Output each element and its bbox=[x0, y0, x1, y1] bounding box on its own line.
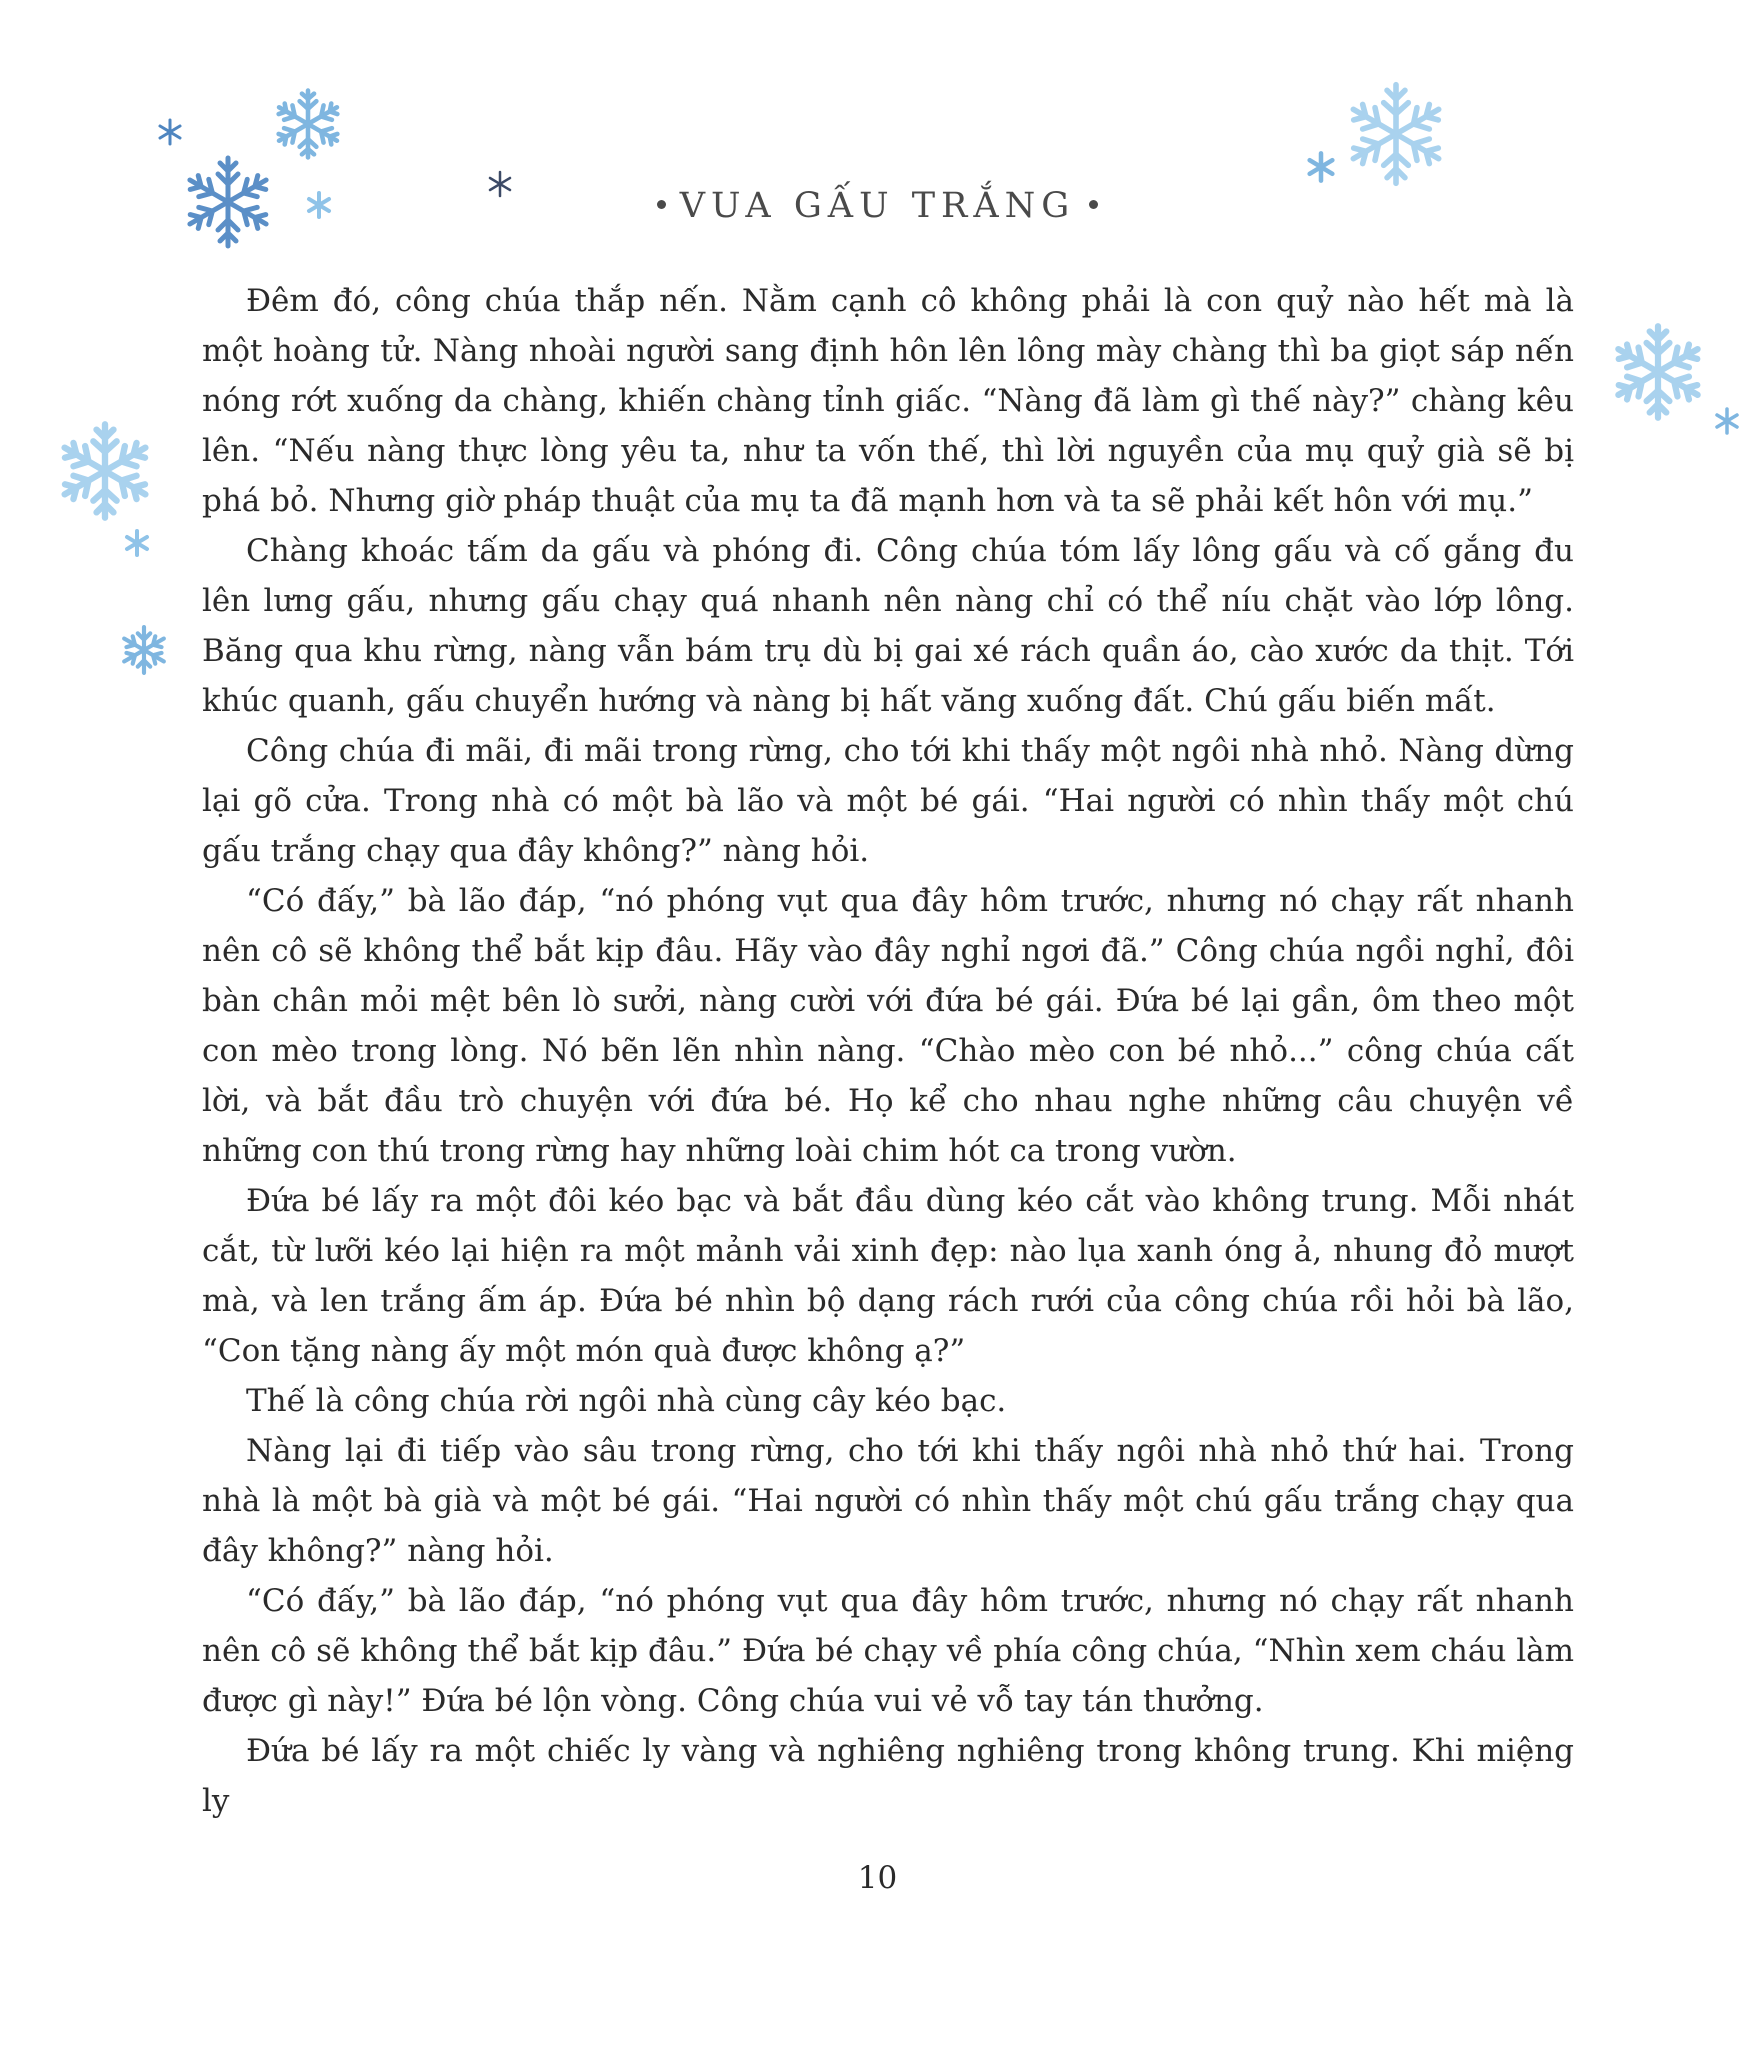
paragraph: Đứa bé lấy ra một đôi kéo bạc và bắt đầu dùng kéo cắt vào không trung. Mỗi nhát cắt, từ lưỡi kéo lại hiện ra một mảnh vải xinh đẹp: nào lụa xanh óng ả, nhung đỏ mượt mà, và len trắng ấm áp. Đứa bé nhìn bộ dạng rách rưới của công chúa rồi hỏi bà lão, “Con tặng nàng ấy một món quà được không ạ?” bbox=[202, 1183, 1574, 1369]
paragraph: Đêm đó, công chúa thắp nến. Nằm cạnh cô không phải là con quỷ nào hết mà là một hoàng tử. Nàng nhoài người sang định hôn lên lông mày chàng thì ba giọt sáp nến nóng rớt xuống da chàng, khiến chàng tỉnh giấc. “Nàng đã làm gì thế này?” chàng kêu lên. “Nếu nàng thực lòng yêu ta, như ta vốn thế, thì lời nguyền của mụ quỷ già sẽ bị phá bỏ. Nhưng giờ pháp thuật của mụ ta đã mạnh hơn và ta sẽ phải kết hôn với mụ.” bbox=[202, 283, 1574, 519]
small-star-icon bbox=[1304, 150, 1338, 184]
bullet-dot bbox=[1089, 200, 1098, 209]
paragraph: Chàng khoác tấm da gấu và phóng đi. Công chúa tóm lấy lông gấu và cố gắng đu lên lưng gấu, nhưng gấu chạy quá nhanh nên nàng chỉ có thể níu chặt vào lớp lông. Băng qua khu rừng, nàng vẫn bám trụ dù bị gai xé rách quần áo, cào xước da thịt. Tới khúc quanh, gấu chuyển hướng và nàng bị hất văng xuống đất. Chú gấu biến mất. bbox=[202, 533, 1574, 719]
snowflake-icon bbox=[1340, 78, 1452, 190]
snowflake-icon bbox=[1606, 320, 1710, 424]
paragraph: “Có đấy,” bà lão đáp, “nó phóng vụt qua đây hôm trước, nhưng nó chạy rất nhanh nên cô sẽ không thể bắt kịp đâu.” Đứa bé chạy về phía công chúa, “Nhìn xem cháu làm được gì này!” Đứa bé lộn vòng. Công chúa vui vẻ vỗ tay tán thưởng. bbox=[202, 1583, 1574, 1719]
story-text bbox=[202, 276, 1574, 1826]
snowflake-icon bbox=[270, 86, 346, 162]
snowflake-icon bbox=[52, 418, 158, 524]
snowflake-small-icon bbox=[118, 624, 170, 676]
paragraph: Thế là công chúa rời ngôi nhà cùng cây kéo bạc. bbox=[246, 1383, 1007, 1419]
bullet-dot bbox=[657, 200, 666, 209]
small-star-icon bbox=[122, 528, 152, 558]
running-head bbox=[0, 186, 1755, 226]
paragraph: Đứa bé lấy ra một chiếc ly vàng và nghiêng nghiêng trong không trung. Khi miệng ly bbox=[202, 1733, 1574, 1819]
chapter-title: VUA GẤU TRẮNG bbox=[679, 186, 1076, 226]
page-number: 10 bbox=[857, 1860, 898, 1896]
paragraph: Công chúa đi mãi, đi mãi trong rừng, cho tới khi thấy một ngôi nhà nhỏ. Nàng dừng lại gõ cửa. Trong nhà có một bà lão và một bé gái. “Hai người có nhìn thấy một chú gấu trắng chạy qua đây không?” nàng hỏi. bbox=[202, 733, 1574, 869]
small-star-icon bbox=[1712, 406, 1742, 436]
paragraph: Nàng lại đi tiếp vào sâu trong rừng, cho tới khi thấy ngôi nhà nhỏ thứ hai. Trong nhà là một bà già và một bé gái. “Hai người có nhìn thấy một chú gấu trắng chạy qua đây không?” nàng hỏi. bbox=[202, 1433, 1574, 1569]
small-star-icon bbox=[156, 118, 184, 146]
paragraph: “Có đấy,” bà lão đáp, “nó phóng vụt qua đây hôm trước, nhưng nó chạy rất nhanh nên cô sẽ không thể bắt kịp đâu. Hãy vào đây nghỉ ngơi đã.” Công chúa ngồi nghỉ, đôi bàn chân mỏi mệt bên lò sưởi, nàng cười với đứa bé gái. Đứa bé lại gần, ôm theo một con mèo trong lòng. Nó bẽn lẽn nhìn nàng. “Chào mèo con bé nhỏ...” công chúa cất lời, và bắt đầu trò chuyện với đứa bé. Họ kể cho nhau nghe những câu chuyện về những con thú trong rừng hay những loài chim hót ca trong vườn. bbox=[202, 883, 1574, 1169]
